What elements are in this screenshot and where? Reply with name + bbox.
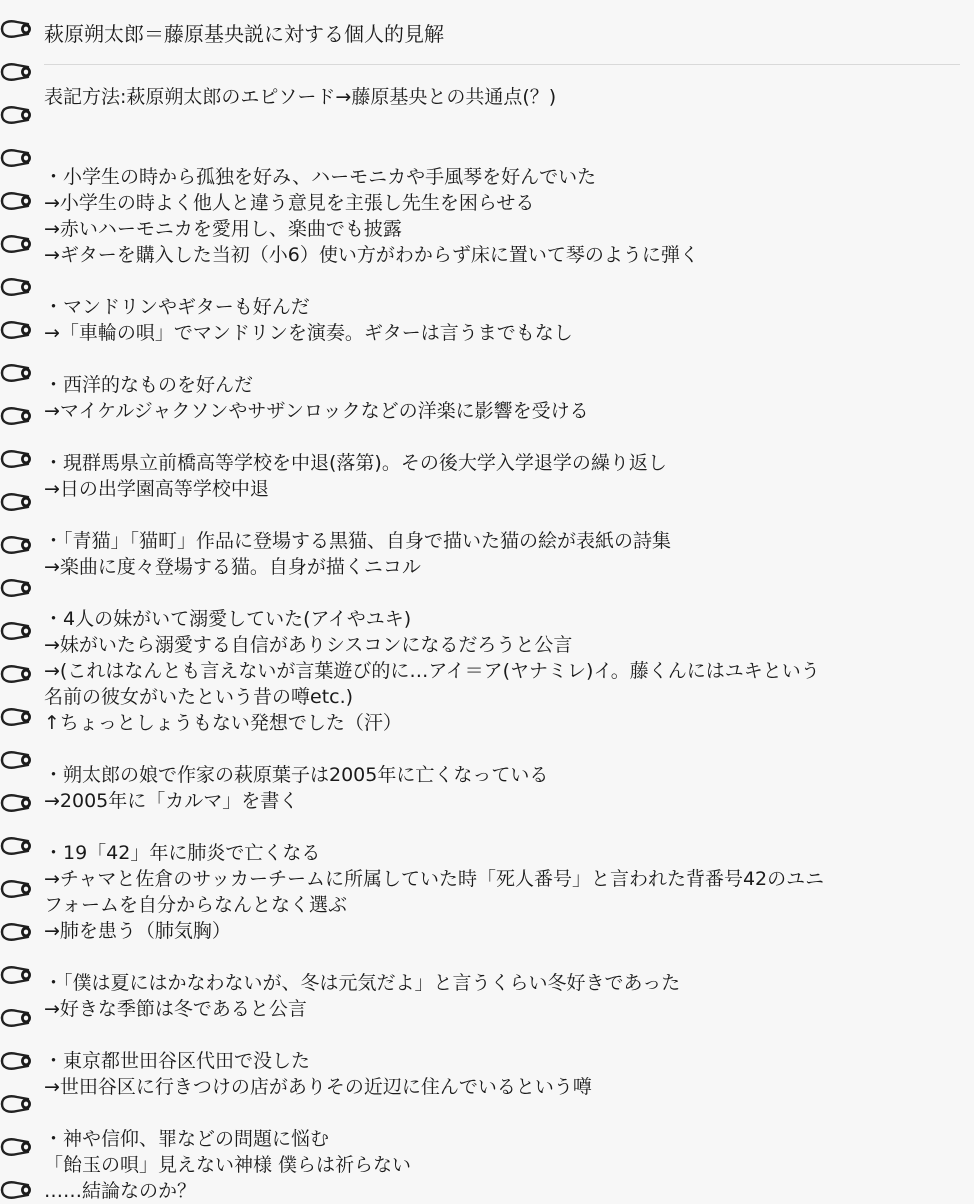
- episode-heading: ・東京都世田谷区代田で没した: [44, 1050, 311, 1072]
- episode-line: →ギターを購入した当初（小6）使い方がわからず床に置いて琴のように弾く: [44, 244, 699, 266]
- binding-ring-icon: [0, 190, 34, 212]
- episode-line: →日の出学園高等学校中退: [44, 478, 269, 500]
- episode-heading: ・現群馬県立前橋高等学校を中退(落第)。その後大学入学退学の繰り返し: [44, 452, 667, 474]
- page-title: 萩原朔太郎＝藤原基央説に対する個人的見解: [44, 22, 444, 46]
- binding-ring-icon: [0, 835, 34, 857]
- binding-ring-icon: [0, 534, 34, 556]
- episode-heading: ・「青猫」「猫町」作品に登場する黒猫、自身で描いた猫の絵が表紙の詩集: [44, 530, 672, 552]
- episode-line: →世田谷区に行きつけの店がありその近辺に住んでいるという噂: [44, 1076, 592, 1098]
- episode-line: ……結論なのか？: [44, 1180, 197, 1202]
- binding-ring-icon: [0, 1093, 34, 1115]
- episode-heading: ・小学生の時から孤独を好み、ハーモニカや手風琴を好んでいた: [44, 166, 597, 188]
- episode-heading: ・4人の妹がいて溺愛していた(アイやユキ): [44, 608, 412, 630]
- episode-line: フォームを自分からなんとなく選ぶ: [44, 894, 348, 916]
- episode-heading: ・神や信仰、罪などの問題に悩む: [44, 1128, 330, 1150]
- episode-line: →マイケルジャクソンやサザンロックなどの洋楽に影響を受ける: [44, 400, 589, 422]
- binding-ring-icon: [0, 1179, 34, 1201]
- episode-line: 名前の彼女がいたという昔の噂etc.): [44, 686, 354, 708]
- binding-ring-icon: [0, 491, 34, 513]
- episode-block: [44, 372, 964, 424]
- episode-line: →(これはなんとも言えないが言葉遊び的に…アイ＝ア(ヤナミレ)イ。藤くんにはユキという: [44, 660, 820, 682]
- episode-line: →好きな季節は冬であると公言: [44, 998, 307, 1020]
- episode-line: →楽曲に度々登場する猫。自身が描くニコル: [44, 556, 421, 578]
- episode-heading: ・「僕は夏にはかなわないが、冬は元気だよ」と言うくらい冬好きであった: [44, 972, 681, 994]
- episode-heading: ・朔太郎の娘で作家の萩原葉子は2005年に亡くなっている: [44, 764, 549, 786]
- episode-line: 「飴玉の唄」見えない神様 僕らは祈らない: [44, 1154, 412, 1176]
- episode-heading: ・19「42」年に肺炎で亡くなる: [44, 842, 321, 864]
- episode-line: ↑ちょっとしょうもない発想でした（汗）: [44, 712, 402, 734]
- episode-block: [44, 970, 964, 1022]
- binding-ring-icon: [0, 792, 34, 814]
- episode-line: →チャマと佐倉のサッカーチームに所属していた時「死人番号」と言われた背番号42のユニ: [44, 868, 825, 890]
- notation-line: 表記方法:萩原朔太郎のエピソード→藤原基央との共通点(？): [44, 86, 557, 108]
- binding-ring-icon: [0, 362, 34, 384]
- episode-block: [44, 164, 964, 268]
- binding-ring-icon: [0, 620, 34, 642]
- binding-ring-icon: [0, 448, 34, 470]
- episode-line: →小学生の時よく他人と違う意見を主張し先生を困らせる: [44, 192, 535, 214]
- binding-ring-icon: [0, 276, 34, 298]
- binding-ring-icon: [0, 319, 34, 341]
- binding-ring-icon: [0, 147, 34, 169]
- binding-ring-icon: [0, 18, 34, 40]
- binding-ring-icon: [0, 663, 34, 685]
- episode-heading: ・マンドリンやギターも好んだ: [44, 296, 310, 318]
- episode-block: [44, 450, 964, 502]
- binding-ring-icon: [0, 233, 34, 255]
- episode-block: [44, 1126, 964, 1204]
- episode-list: [44, 164, 964, 1204]
- notebook-binding: [0, 0, 36, 1200]
- binding-ring-icon: [0, 104, 34, 126]
- binding-ring-icon: [0, 878, 34, 900]
- binding-ring-icon: [0, 577, 34, 599]
- binding-ring-icon: [0, 1007, 34, 1029]
- episode-block: [44, 840, 964, 944]
- episode-block: [44, 606, 964, 736]
- episode-block: [44, 1048, 964, 1100]
- episode-line: →妹がいたら溺愛する自信がありシスコンになるだろうと公言: [44, 634, 573, 656]
- episode-block: [44, 762, 964, 814]
- binding-ring-icon: [0, 964, 34, 986]
- binding-ring-icon: [0, 749, 34, 771]
- binding-ring-icon: [0, 61, 34, 83]
- episode-block: [44, 294, 964, 346]
- binding-ring-icon: [0, 1050, 34, 1072]
- episode-line: →肺を患う（肺気胸）: [44, 920, 231, 942]
- binding-ring-icon: [0, 405, 34, 427]
- episode-line: →2005年に「カルマ」を書く: [44, 790, 299, 812]
- binding-ring-icon: [0, 706, 34, 728]
- episode-heading: ・西洋的なものを好んだ: [44, 374, 254, 396]
- title-row: [44, 18, 960, 65]
- episode-line: →「車輪の唄」でマンドリンを演奏。ギターは言うまでもなし: [44, 322, 573, 344]
- episode-block: [44, 528, 964, 580]
- binding-ring-icon: [0, 1136, 34, 1158]
- episode-line: →赤いハーモニカを愛用し、楽曲でも披露: [44, 218, 402, 240]
- note-body: [44, 84, 964, 1204]
- binding-ring-icon: [0, 921, 34, 943]
